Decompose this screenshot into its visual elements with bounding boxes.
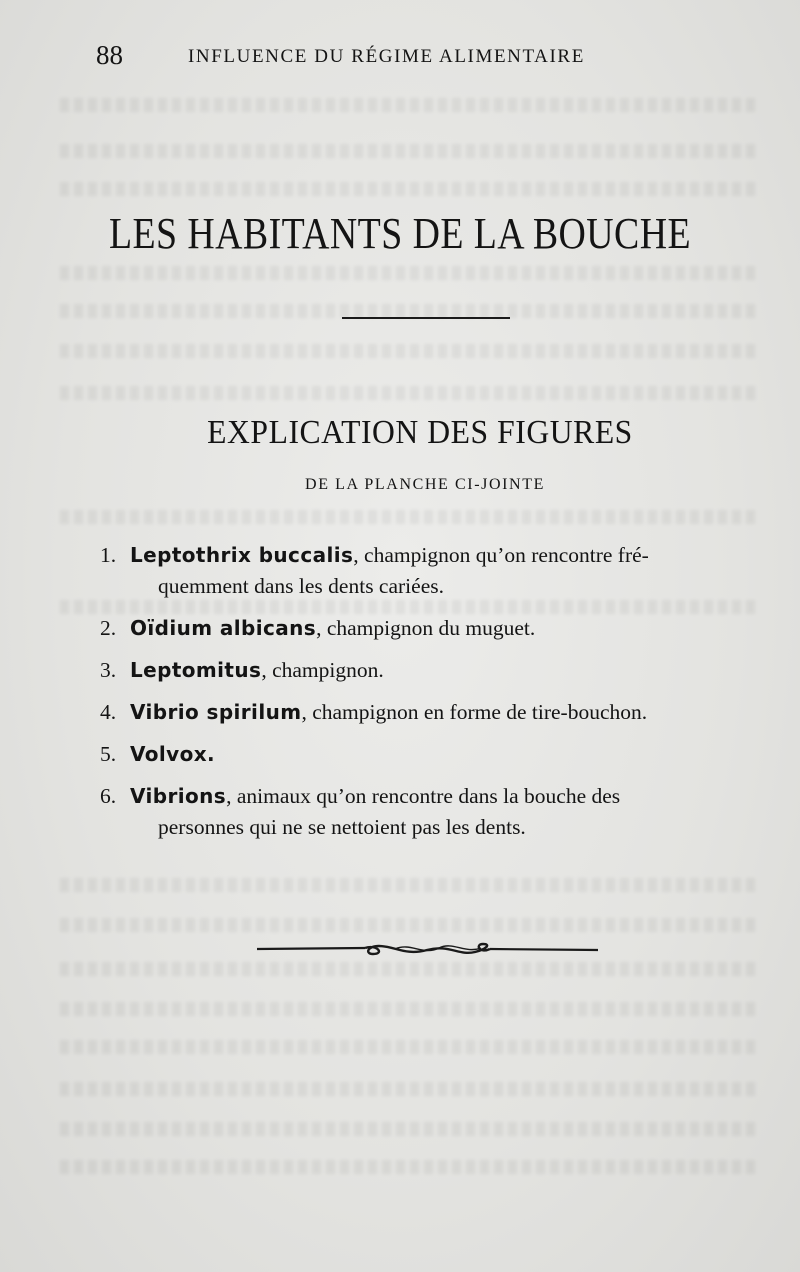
bleed-through-line [60,1122,760,1136]
section-title: EXPLICATION DES FIGURES [207,414,633,451]
bleed-through-line [60,304,760,318]
item-number: 5. [100,742,117,766]
section-subtitle: DE LA PLANCHE CI-JOINTE [305,476,545,493]
item-number: 4. [100,700,117,724]
bleed-through-line [60,182,760,196]
chapter-title: LES HABITANTS DE LA BOUCHE [108,209,692,258]
list-item [100,540,760,602]
bleed-through-line [60,1002,760,1016]
item-description: , champignon en forme de tire-bouchon. [301,700,648,724]
item-description-continued: quemment dans les dents cariées. [158,574,444,598]
list-item [100,781,760,843]
item-term: Leptomitus [130,658,262,682]
figure-explanation-list [100,540,760,854]
bleed-through-line [60,1082,760,1096]
decorative-flourish-icon [255,932,600,966]
bleed-through-line [60,144,760,158]
item-description: , animaux qu’on rencontre dans la bouche des [226,784,621,808]
title-rule [342,317,510,319]
bleed-through-line [60,918,760,932]
item-term: Leptothrix buccalis [130,543,354,567]
item-number: 2. [100,616,117,640]
item-term: Vibrions [130,784,227,808]
item-number: 1. [100,543,117,567]
running-head: INFLUENCE DU RÉGIME ALIMENTAIRE [188,46,585,67]
bleed-through-line [60,344,760,358]
bleed-through-line [60,1160,760,1174]
bleed-through-line [60,98,760,112]
page-header [96,40,716,76]
bleed-through-line [60,878,760,892]
item-description: , champignon. [261,658,384,682]
item-description: , champignon du muguet. [316,616,536,640]
item-term: Volvox. [130,742,216,766]
item-term: Vibrio spirilum [130,700,302,724]
bleed-through-line [60,510,760,524]
bleed-through-line [60,386,760,400]
item-number: 3. [100,658,117,682]
bleed-through-line [60,266,760,280]
list-item [100,697,760,728]
bleed-through-line [60,1040,760,1054]
item-term: Oïdium albicans [130,616,317,640]
list-item [100,739,760,770]
list-item [100,613,760,644]
item-description-continued: personnes qui ne se nettoient pas les dents. [158,815,526,839]
list-item [100,655,760,686]
item-description: , champignon qu’on rencontre fré- [353,543,649,567]
item-number: 6. [100,784,117,808]
page-number: 88 [96,40,123,70]
